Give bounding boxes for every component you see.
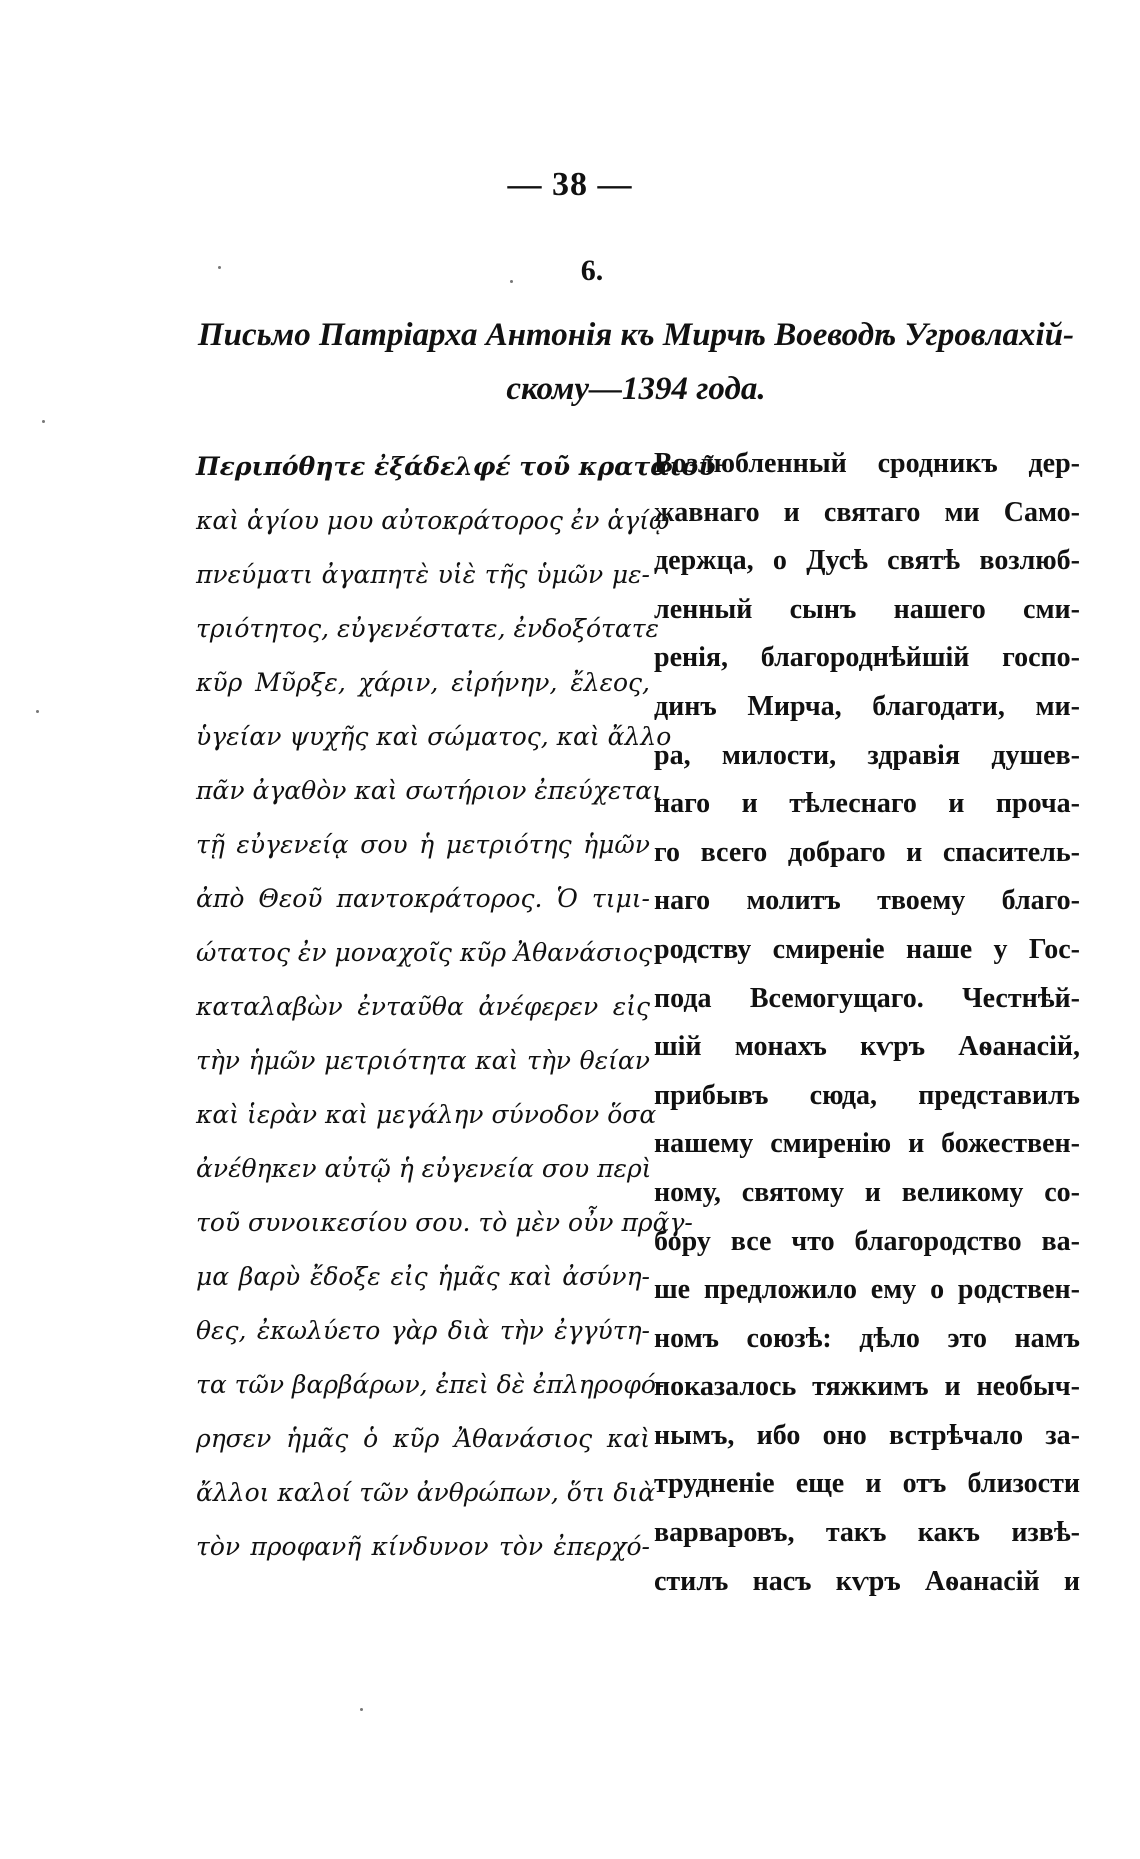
scan-speck <box>510 280 513 283</box>
russian-line: наго молитъ твоему благо- <box>654 885 1080 917</box>
greek-line: ρησεν ἡμᾶς ὁ κῦρ Ἀθανάσιος καὶ <box>196 1424 650 1453</box>
russian-line: родству смиреніе наше у Гос- <box>654 933 1080 965</box>
greek-line: τα τῶν βαρβάρων, ἐπεὶ δὲ ἐπληροφό- <box>196 1370 665 1399</box>
russian-line: нашему смиренію и божествен- <box>654 1128 1080 1160</box>
russian-line: номъ союзѣ: дѣло это намъ <box>654 1322 1080 1354</box>
russian-line: шій монахъ кѵръ Аѳанасій, <box>654 1031 1080 1063</box>
greek-line: κῦρ Μῦρξε, χάριν, εἰρήνην, ἔλεος, <box>196 668 650 697</box>
russian-line: го всего добраго и спаситель- <box>654 836 1080 868</box>
greek-line: τὴν ἡμῶν μετριότητα καὶ τὴν θείαν <box>196 1046 650 1075</box>
document-number-text: 6. <box>580 254 604 287</box>
russian-line: прибывъ сюда, представилъ <box>654 1079 1080 1111</box>
greek-line: καταλαβὼν ἐνταῦθα ἀνέφερεν εἰς <box>196 992 650 1021</box>
scan-speck <box>218 266 221 269</box>
russian-line: показалось тяжкимъ и необыч- <box>654 1371 1080 1403</box>
russian-line: Возлюбленный сродникъ дер- <box>654 448 1080 479</box>
greek-line: ἀπὸ Θεοῦ παντοκράτορος. Ὁ τιμι- <box>196 884 650 913</box>
greek-line: τριότητος, εὐγενέστατε, ἐνδοξότατε <box>196 614 659 643</box>
greek-line: πᾶν ἀγαθὸν καὶ σωτήριον ἐπεύχεται <box>196 776 662 805</box>
russian-line: наго и тѣлеснаго и проча- <box>654 788 1080 820</box>
document-number <box>0 254 1140 288</box>
letter-title <box>196 308 1076 416</box>
greek-line: ὑγείαν ψυχῆς καὶ σώματος, καὶ ἄλλο <box>196 722 672 751</box>
greek-line: ώτατος ἐν μοναχοῖς κῦρ Ἀθανάσιος <box>196 938 653 967</box>
scan-speck <box>36 710 39 713</box>
scan-speck <box>360 1708 363 1711</box>
greek-line: καὶ ἁγίου μου αὐτοκράτορος ἐν ἁγίῳ <box>196 506 670 535</box>
russian-line: пода Всемогущаго. Честнѣй- <box>654 982 1080 1014</box>
greek-line: ἄλλοι καλοί τῶν ἀνθρώπων, ὅτι διὰ <box>196 1478 656 1507</box>
greek-text-column <box>196 440 716 1574</box>
russian-line: нымъ, ибо оно встрѣчало за- <box>654 1419 1080 1451</box>
letter-title-line-2: скому—1394 года. <box>506 371 766 407</box>
greek-line: ἀνέθηκεν αὐτῷ ἡ εὐγενεία σου περὶ <box>196 1154 652 1183</box>
page-number: — 38 — <box>507 166 633 203</box>
greek-line: τοῦ συνοικεσίου σου. τὸ μὲν οὖν πρᾶγ- <box>196 1208 693 1237</box>
greek-line: καὶ ἱερὰν καὶ μεγάλην σύνοδον ὅσα <box>196 1100 657 1129</box>
russian-line: ше предложило ему о родствен- <box>654 1274 1080 1306</box>
russian-line: ному, святому и великому со- <box>654 1176 1080 1208</box>
russian-line: динъ Мирча, благодати, ми- <box>654 690 1080 722</box>
scan-speck <box>42 420 45 423</box>
greek-line: τῇ εὐγενείᾳ σου ἡ μετριότης ἡμῶν <box>196 830 650 859</box>
greek-line: θες, ἐκωλύετο γὰρ διὰ τὴν ἐγγύτη- <box>196 1316 650 1345</box>
letter-title-line-1: Письмо Патріарха Антонія къ Мирчѣ Воеводѣ Угровлахій- <box>197 317 1075 353</box>
russian-line: варваровъ, такъ какъ извѣ- <box>654 1517 1080 1549</box>
greek-line: τὸν προφανῆ κίνδυνον τὸν ἐπερχό- <box>196 1532 650 1561</box>
russian-line: ра, милости, здравія душев- <box>654 739 1080 771</box>
greek-line: μα βαρὺ ἔδοξε εἰς ἡμᾶς καὶ ἀσύνη- <box>196 1262 650 1291</box>
russian-line: стилъ насъ кѵръ Аѳанасій и <box>654 1565 1080 1597</box>
russian-line: бору все что благородство ва- <box>654 1225 1080 1257</box>
russian-text-column <box>654 440 1080 1606</box>
russian-line: жавнаго и святаго ми Само- <box>654 496 1080 528</box>
greek-line: πνεύματι ἀγαπητὲ υἱὲ τῆς ὑμῶν με- <box>196 560 650 589</box>
greek-line: Περιπόθητε ἐξάδελφέ τοῦ κραταιοῦ <box>196 452 716 481</box>
russian-line: трудненіе еще и отъ близости <box>654 1468 1080 1500</box>
russian-line: держца, о Дусѣ святѣ возлюб- <box>654 545 1080 577</box>
russian-line: ленный сынъ нашего сми- <box>654 593 1080 625</box>
russian-line: ренія, благороднѣйшій госпо- <box>654 642 1080 674</box>
